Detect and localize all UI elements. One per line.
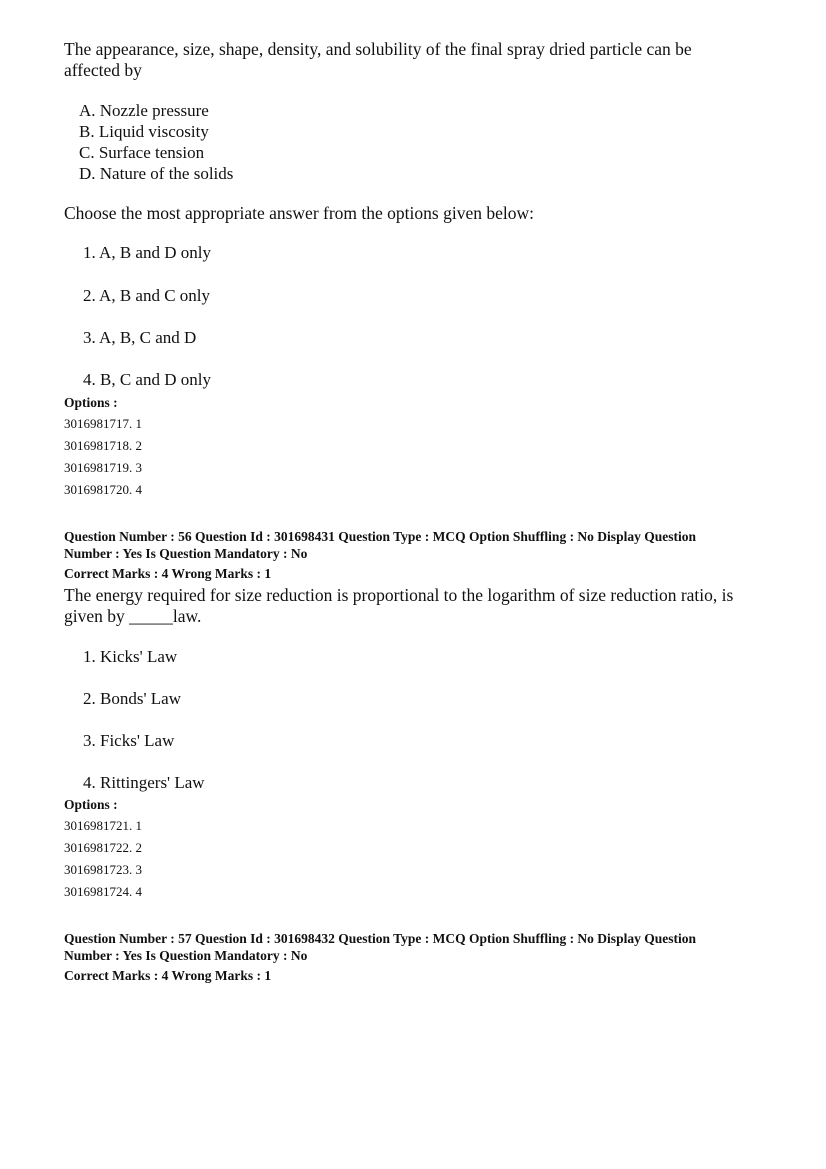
question-marks: Correct Marks : 4 Wrong Marks : 1 [64, 566, 272, 581]
answer-choice-3: 3. Ficks' Law [83, 731, 175, 750]
question-stem-line: affected by [64, 60, 142, 80]
options-label: Options : [64, 395, 118, 410]
answer-choice-1: 1. Kicks' Law [83, 647, 178, 666]
answer-choice-2: 2. A, B and C only [83, 286, 211, 305]
statement-d: D. Nature of the solids [79, 164, 234, 183]
question-meta-line: Number : Yes Is Question Mandatory : No [64, 546, 308, 561]
answer-choice-1: 1. A, B and D only [83, 243, 211, 262]
option-id: 3016981722. 2 [64, 840, 142, 855]
options-label: Options : [64, 797, 118, 812]
answer-choice-4: 4. B, C and D only [83, 370, 211, 389]
answer-choice-3: 3. A, B, C and D [83, 328, 197, 347]
option-id: 3016981724. 4 [64, 884, 142, 899]
question-stem-line: The energy required for size reduction is proportional to the logarithm of size reduction ratio, is [64, 585, 734, 605]
question-meta-line: Number : Yes Is Question Mandatory : No [64, 948, 308, 963]
option-id: 3016981718. 2 [64, 438, 142, 453]
statement-c: C. Surface tension [79, 143, 205, 162]
answer-choice-2: 2. Bonds' Law [83, 689, 181, 708]
question-stem-line: given by _____law. [64, 606, 202, 626]
statement-b: B. Liquid viscosity [79, 122, 209, 141]
option-id: 3016981717. 1 [64, 416, 142, 431]
option-id: 3016981720. 4 [64, 482, 142, 497]
option-id: 3016981721. 1 [64, 818, 142, 833]
answer-choice-4: 4. Rittingers' Law [83, 773, 205, 792]
question-stem-line: The appearance, size, shape, density, and solubility of the final spray dried particle can be [64, 39, 692, 59]
question-instruction: Choose the most appropriate answer from the options given below: [64, 203, 534, 223]
statement-a: A. Nozzle pressure [79, 101, 209, 120]
option-id: 3016981719. 3 [64, 460, 142, 475]
option-id: 3016981723. 3 [64, 862, 142, 877]
question-meta-line: Question Number : 56 Question Id : 301698431 Question Type : MCQ Option Shuffling : No Display Question [64, 529, 696, 544]
question-marks: Correct Marks : 4 Wrong Marks : 1 [64, 968, 272, 983]
question-meta-line: Question Number : 57 Question Id : 301698432 Question Type : MCQ Option Shuffling : No Display Question [64, 931, 696, 946]
